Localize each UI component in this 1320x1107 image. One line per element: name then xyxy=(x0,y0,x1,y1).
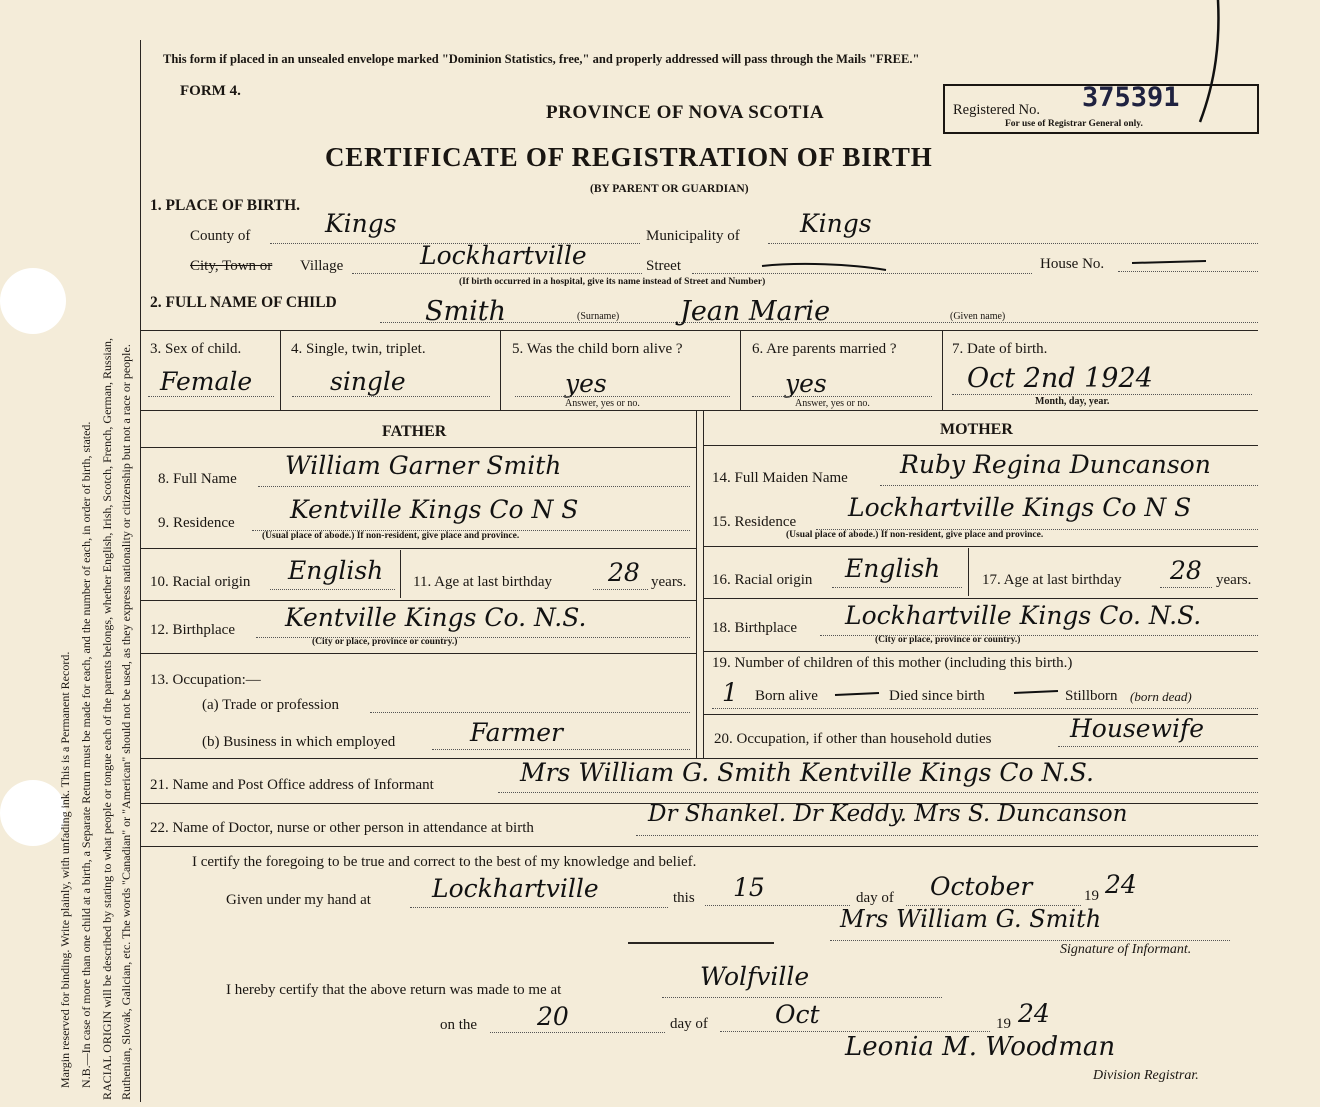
registrar-certify-text: I hereby certify that the above return was made to me at xyxy=(226,982,562,998)
registrar-day-of-label: day of xyxy=(670,1016,708,1032)
born-alive-count: 1 xyxy=(722,678,738,707)
born-alive-children-label: Born alive xyxy=(755,688,818,704)
mother-birthplace-label: 18. Birthplace xyxy=(712,620,797,636)
dob-note: Month, day, year. xyxy=(1035,396,1110,407)
village-label: Village xyxy=(300,258,344,274)
registered-number: 375391 xyxy=(1082,82,1180,113)
father-age-label: 11. Age at last birthday xyxy=(413,574,552,590)
mother-race-value: English xyxy=(845,554,941,583)
margin-note-racial-origin-1: RACIAL ORIGIN will be described by stating to what people or tongue each of the parents belongs, whether English, Irish, Scotch, French, German, Russian, xyxy=(100,337,114,1100)
born-alive-label: 5. Was the child born alive ? xyxy=(512,341,683,357)
child-given-name: Jean Marie xyxy=(680,296,831,327)
mother-occupation-value: Housewife xyxy=(1070,714,1205,743)
mail-notice: This form if placed in an unsealed envelope marked "Dominion Statistics, free," and properly addressed will pass through the Mails "FREE." xyxy=(163,52,920,66)
father-race-label: 10. Racial origin xyxy=(150,574,251,590)
business-value: Farmer xyxy=(470,718,563,747)
given-under-label: Given under my hand at xyxy=(226,892,371,908)
father-birthplace-note: (City or place, province or country.) xyxy=(312,637,458,647)
father-race-value: English xyxy=(288,556,384,585)
stillborn-note: (born dead) xyxy=(1130,689,1192,704)
children-count-label: 19. Number of children of this mother (including this birth.) xyxy=(712,655,1073,671)
mother-name-label: 14. Full Maiden Name xyxy=(712,470,848,486)
given-month-value: October xyxy=(930,872,1033,901)
hospital-note: (If birth occurred in a hospital, give its name instead of Street and Number) xyxy=(459,277,766,287)
province-heading: PROVINCE OF NOVA SCOTIA xyxy=(546,102,825,123)
married-value: yes xyxy=(785,369,827,398)
margin-rule xyxy=(140,40,141,1102)
surname-label: (Surname) xyxy=(577,311,620,322)
city-town-struck: City, Town or xyxy=(190,258,273,274)
given-year-prefix: 19 xyxy=(1084,888,1099,904)
street-dash xyxy=(760,258,890,276)
father-residence-label: 9. Residence xyxy=(158,515,235,531)
registered-label: Registered No. xyxy=(953,102,1040,118)
registrar-month-value: Oct xyxy=(775,1000,820,1029)
mother-residence-label: 15. Residence xyxy=(712,514,797,530)
informant-value: Mrs William G. Smith Kentville Kings Co N.S. xyxy=(520,758,1094,787)
doctor-value: Dr Shankel. Dr Keddy. Mrs S. Duncanson xyxy=(648,801,1128,827)
father-birthplace-label: 12. Birthplace xyxy=(150,622,235,638)
pen-stroke xyxy=(1190,0,1230,130)
child-surname: Smith xyxy=(425,296,506,327)
mother-age-label: 17. Age at last birthday xyxy=(982,572,1122,588)
dob-label: 7. Date of birth. xyxy=(952,341,1048,357)
died-dash xyxy=(1012,686,1062,698)
given-day-value: 15 xyxy=(733,873,765,902)
house-no-label: House No. xyxy=(1040,256,1105,272)
mother-race-label: 16. Racial origin xyxy=(712,572,813,588)
trade-label: (a) Trade or profession xyxy=(202,697,340,713)
county-value: Kings xyxy=(325,209,397,238)
registrar-year-value: 24 xyxy=(1018,999,1050,1028)
father-occupation-label: 13. Occupation:— xyxy=(150,672,261,688)
registrar-place-value: Wolfville xyxy=(700,962,810,991)
this-label: this xyxy=(673,890,695,906)
informant-signature: Mrs William G. Smith xyxy=(840,905,1102,933)
born-alive-dash xyxy=(833,688,883,700)
mother-residence-value: Lockhartville Kings Co N S xyxy=(848,493,1192,522)
informant-label: 21. Name and Post Office address of Informant xyxy=(150,777,434,793)
given-year-value: 24 xyxy=(1105,870,1137,899)
single-value: single xyxy=(330,367,406,396)
given-place-value: Lockhartville xyxy=(432,874,599,903)
married-answer-note: Answer, yes or no. xyxy=(795,398,870,409)
margin-note-racial-origin-2: Ruthenian, Slovak, Galician, etc. The words "Canadian" or "American" should not be used, as they express nationality or citizenship but not a race or people. xyxy=(119,344,133,1100)
place-of-birth-label: 1. PLACE OF BIRTH. xyxy=(150,197,301,214)
registrar-signature: Leonia M. Woodman xyxy=(845,1032,1116,1062)
mother-occupation-label: 20. Occupation, if other than household duties xyxy=(714,731,992,747)
mother-age-value: 28 xyxy=(1170,556,1202,585)
informant-certify-text: I certify the foregoing to be true and correct to the best of my knowledge and belief. xyxy=(192,854,697,870)
margin-note-multiple-births: N.B.—In case of more than one child at a birth, a Separate Return must be made for each, and the number of each, in order of birth, stated. xyxy=(79,421,93,1088)
dob-value: Oct 2nd 1924 xyxy=(967,363,1153,394)
father-age-value: 28 xyxy=(608,558,640,587)
signature-of-informant-label: Signature of Informant. xyxy=(1060,942,1192,957)
father-heading: FATHER xyxy=(382,423,447,440)
binding-hole-bottom xyxy=(0,780,66,846)
mother-heading: MOTHER xyxy=(940,421,1013,438)
day-of-label: day of xyxy=(856,890,894,906)
stillborn-label: Stillborn xyxy=(1065,688,1118,704)
sex-label: 3. Sex of child. xyxy=(150,341,242,357)
division-registrar-label: Division Registrar. xyxy=(1093,1068,1199,1083)
alive-answer-note: Answer, yes or no. xyxy=(565,398,640,409)
married-label: 6. Are parents married ? xyxy=(752,341,897,357)
page-subtitle: (BY PARENT OR GUARDIAN) xyxy=(590,183,749,195)
mother-name-value: Ruby Regina Duncanson xyxy=(900,450,1211,479)
registrar-day-value: 20 xyxy=(537,1002,569,1031)
father-residence-note: (Usual place of abode.) If non-resident, give place and province. xyxy=(262,531,520,541)
binding-hole-top xyxy=(0,268,66,334)
municipality-label: Municipality of xyxy=(646,228,740,244)
sex-value: Female xyxy=(160,367,253,396)
mother-birthplace-note: (City or place, province or country.) xyxy=(875,635,1021,645)
street-label: Street xyxy=(646,258,681,274)
father-name-value: William Garner Smith xyxy=(285,451,562,480)
county-label: County of xyxy=(190,228,251,244)
registrar-year-prefix: 19 xyxy=(996,1016,1011,1032)
page-title: CERTIFICATE OF REGISTRATION OF BIRTH xyxy=(325,142,933,172)
given-name-label: (Given name) xyxy=(950,311,1006,322)
doctor-label: 22. Name of Doctor, nurse or other person in attendance at birth xyxy=(150,820,534,836)
mother-birthplace-value: Lockhartville Kings Co. N.S. xyxy=(845,601,1202,630)
village-value: Lockhartville xyxy=(420,241,587,270)
business-label: (b) Business in which employed xyxy=(202,734,396,750)
municipality-value: Kings xyxy=(800,209,872,238)
father-birthplace-value: Kentville Kings Co. N.S. xyxy=(285,603,587,632)
registrar-note: For use of Registrar General only. xyxy=(1005,119,1143,129)
born-alive-value: yes xyxy=(565,369,607,398)
single-label: 4. Single, twin, triplet. xyxy=(291,341,426,357)
mother-years-label: years. xyxy=(1216,572,1252,588)
form-number: FORM 4. xyxy=(180,83,241,99)
house-dash xyxy=(1130,256,1210,270)
father-residence-value: Kentville Kings Co N S xyxy=(290,495,579,524)
father-name-label: 8. Full Name xyxy=(158,471,237,487)
margin-note-binding: Margin reserved for binding. Write plainly, with unfading ink. This is a Permanent Record. xyxy=(58,651,72,1088)
died-since-birth-label: Died since birth xyxy=(889,688,985,704)
father-years-label: years. xyxy=(651,574,687,590)
child-name-label: 2. FULL NAME OF CHILD xyxy=(150,294,337,311)
mother-residence-note: (Usual place of abode.) If non-resident, give place and province. xyxy=(786,530,1044,540)
on-the-label: on the xyxy=(440,1017,478,1033)
